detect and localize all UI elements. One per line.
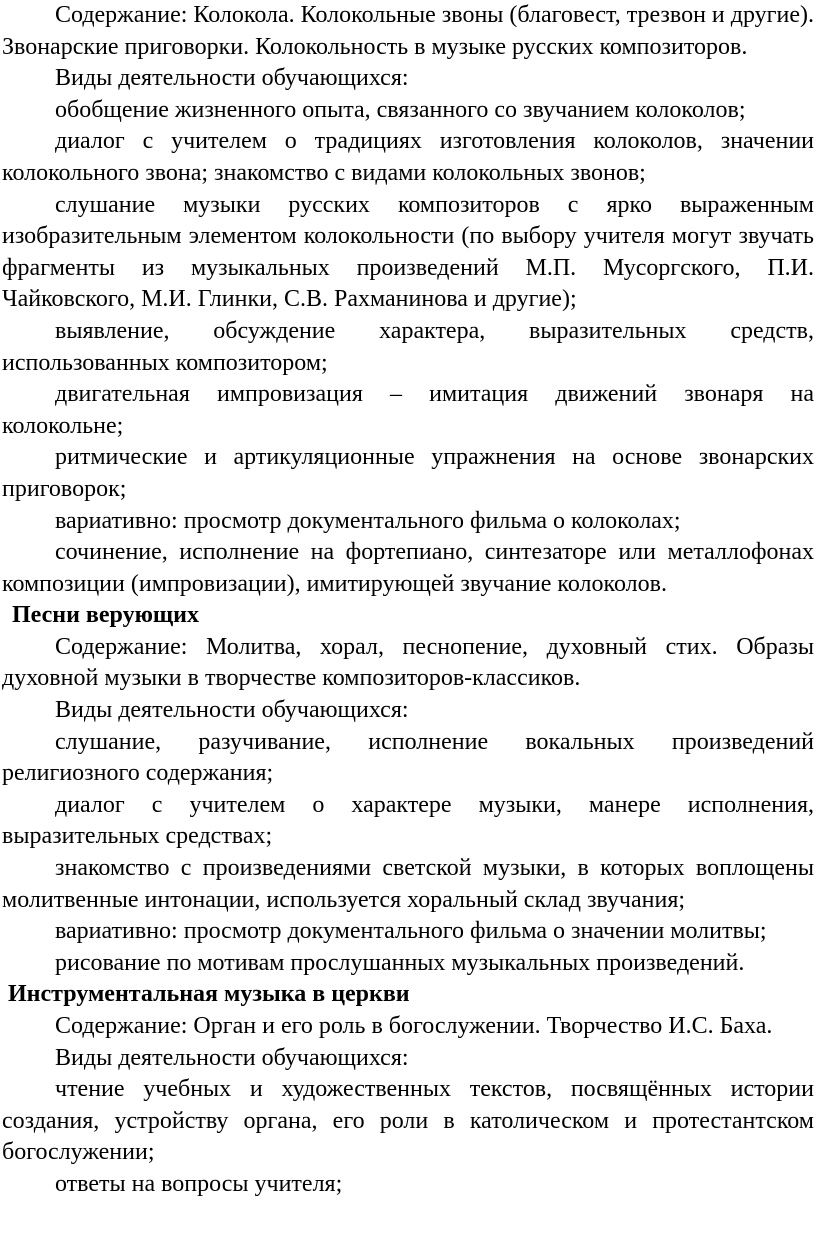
activity-item: диалог с учителем о характере музыки, манере исполнения, выразительных средствах; (2, 791, 814, 850)
section-heading: Инструментальная музыка в церкви (8, 981, 410, 1008)
content-paragraph: Содержание: Колокола. Колокольные звоны (благовест, трезвон и другие). Звонарские приговорки. Колокольность в музыке русских композиторов. (2, 2, 814, 60)
activity-item: выявление, обсуждение характера, выразительных средств, использованных композитором; (2, 317, 814, 376)
content-paragraph: Содержание: Орган и его роль в богослужении. Творчество И.С. Баха. (55, 1013, 773, 1039)
activity-item: сочинение, исполнение на фортепиано, синтезаторе или металлофонах композиции (импровизации), имитирующей звучание колоколов. (2, 539, 814, 597)
content-paragraph: Содержание: Молитва, хорал, песнопение, духовный стих. Образы духовной музыки в творчестве композиторов-классиков. (2, 633, 814, 692)
activities-label: Виды деятельности обучающихся: (55, 1044, 409, 1071)
activity-item: обобщение жизненного опыта, связанного со звучанием колоколов; (55, 96, 746, 123)
activity-item: ритмические и артикуляционные упражнения на основе звонарских приговорок; (2, 444, 814, 502)
activities-label: Виды деятельности обучающихся: (55, 697, 409, 724)
section-heading: Песни верующих (12, 602, 199, 629)
activity-item: чтение учебных и художественных текстов, посвящённых истории создания, устройству органа, его роли в католическом и протестантском богослужении; (2, 1076, 814, 1166)
section-bells (2, 0, 814, 600)
activity-item: вариативно: просмотр документального фильма о значении молитвы; (55, 918, 767, 945)
activity-item: слушание, разучивание, исполнение вокальных произведений религиозного содержания; (2, 728, 814, 787)
activity-item: ответы на вопросы учителя; (55, 1170, 343, 1197)
activity-item: рисование по мотивам прослушанных музыкальных произведений. (55, 949, 745, 976)
activity-item: слушание музыки русских композиторов с ярко выраженным изобразительным элементом колокольности (по выбору учителя могут звучать фрагменты из музыкальных произведений М.П. Мусоргского, П.И. Чайковского, М.И. Глинки, С.В. Рахманинова и другие); (2, 191, 814, 313)
activity-item: знакомство с произведениями светской музыки, в которых воплощены молитвенные интонации, используется хоральный склад звучания; (2, 855, 814, 913)
section-instrumental-church-music (2, 979, 814, 1200)
section-songs-of-believers (2, 600, 814, 979)
activity-item: двигательная импровизация – имитация движений звонаря на колокольне; (2, 381, 814, 439)
activity-item: диалог с учителем о традициях изготовления колоколов, значении колокольного звона; знакомство с видами колокольных звонов; (2, 128, 814, 186)
activity-item: вариативно: просмотр документального фильма о колоколах; (55, 507, 681, 534)
activities-label: Виды деятельности обучающихся: (55, 65, 409, 92)
